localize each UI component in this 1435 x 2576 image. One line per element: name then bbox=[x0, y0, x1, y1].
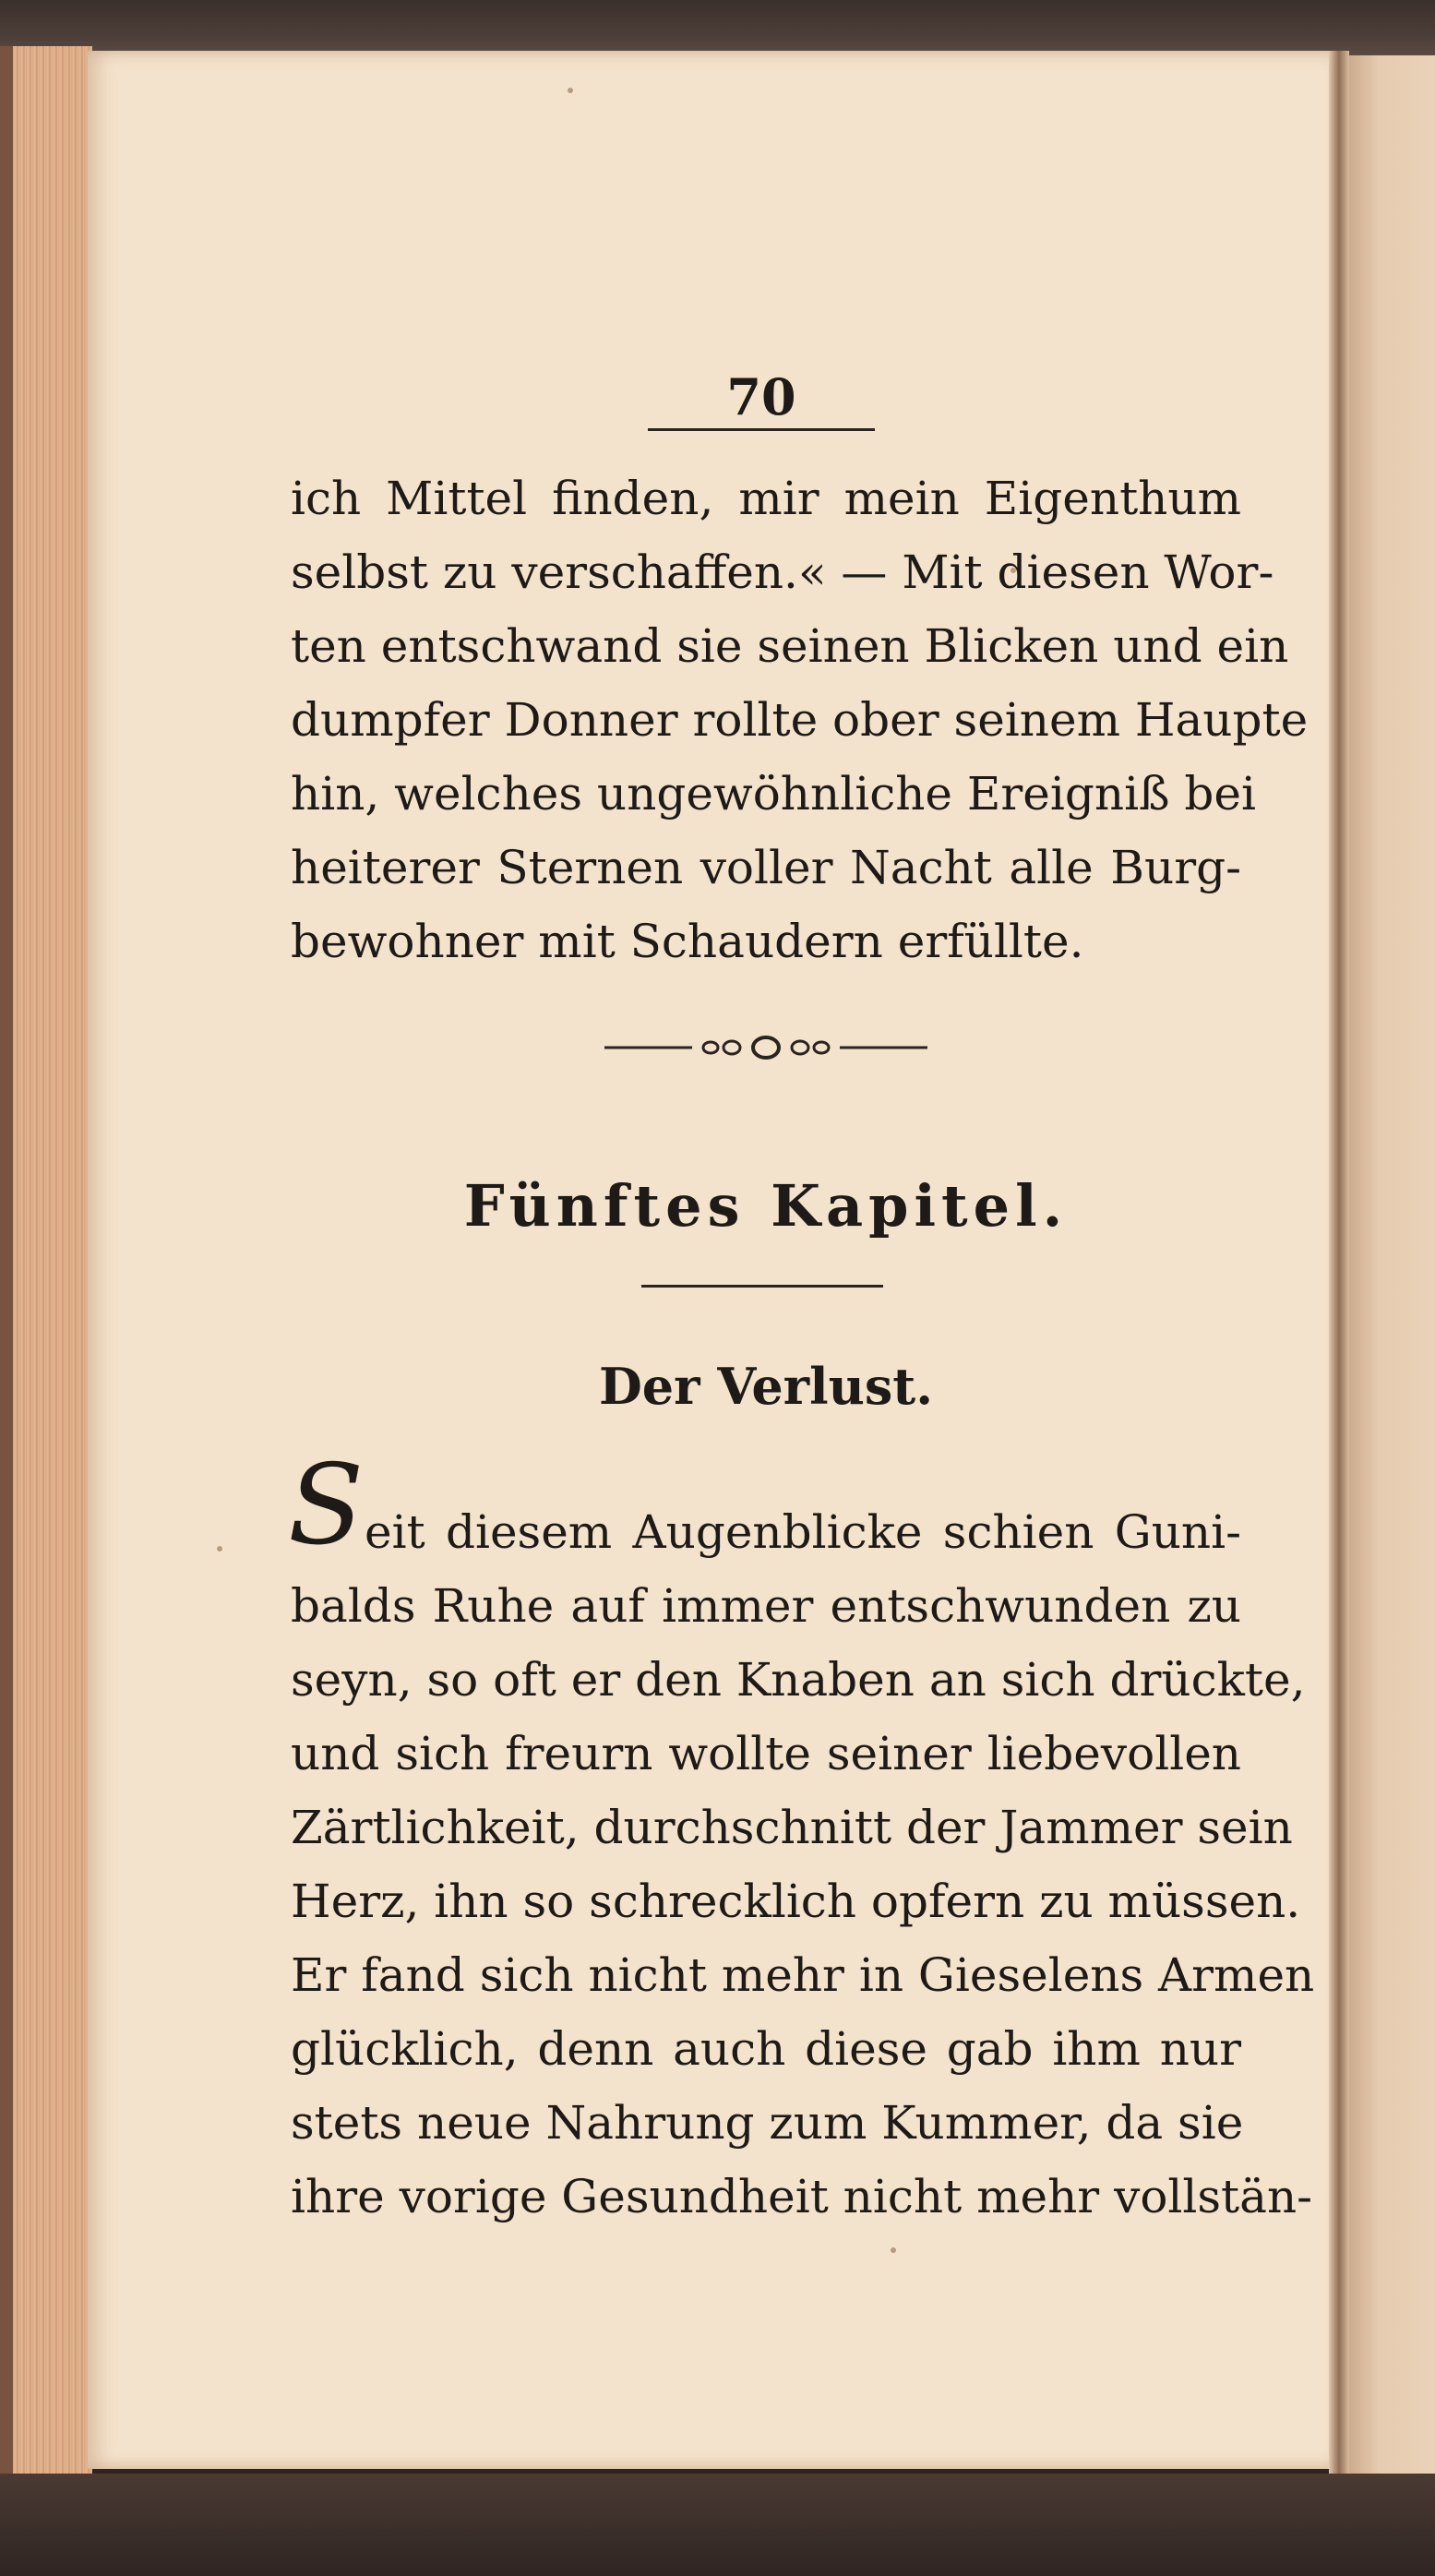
paragraph-1 bbox=[291, 461, 1309, 978]
paper-speck bbox=[891, 2247, 896, 2253]
text-line: ich Mittel finden, mir mein Eigenthum bbox=[291, 472, 1241, 525]
chapter-title: Fünftes Kapitel. bbox=[463, 1172, 1069, 1240]
text-line: Er fand sich nicht mehr in Gieselens Armen bbox=[291, 1948, 1315, 2002]
section-ornament bbox=[604, 1034, 927, 1061]
text-line: Zärtlichkeit, durchschnitt der Jammer sein bbox=[291, 1801, 1293, 1854]
text-line: stets neue Nahrung zum Kummer, da sie bbox=[291, 2096, 1244, 2150]
drop-initial: S bbox=[288, 1442, 365, 1570]
paragraph-2 bbox=[291, 1569, 1315, 2234]
text-line: hin, welches ungewöhnliche Ereigniß bei bbox=[291, 767, 1256, 821]
text-line: seyn, so oft er den Knaben an sich drückte, bbox=[291, 1653, 1306, 1707]
text-line: ten entschwand sie seinen Blicken und ein bbox=[291, 619, 1289, 673]
header-rule bbox=[648, 428, 875, 431]
text-line: und sich freurn wollte seiner liebevollen bbox=[291, 1727, 1241, 1780]
text-line: balds Ruhe auf immer entschwunden zu bbox=[291, 1579, 1241, 1633]
chapter-rule bbox=[641, 1285, 883, 1288]
gutter-shadow bbox=[1329, 51, 1349, 2474]
text-line: dumpfer Donner rollte ober seinem Haupte bbox=[291, 693, 1309, 747]
text-line: ihre vorige Gesundheit nicht mehr vollstän- bbox=[291, 2170, 1313, 2223]
top-binding-shadow bbox=[0, 0, 1435, 55]
text-line: selbst zu verschaffen.« — Mit diesen Wor- bbox=[291, 545, 1274, 599]
text-line: glücklich, denn auch diese gab ihm nur bbox=[291, 2022, 1241, 2076]
text-line: bewohner mit Schaudern erfüllte. bbox=[291, 915, 1084, 968]
facing-page-edge bbox=[1343, 55, 1435, 2474]
text-line: heiterer Sternen voller Nacht alle Burg- bbox=[291, 841, 1241, 894]
page-number: 70 bbox=[726, 367, 796, 426]
paragraph-2-first-line bbox=[365, 1495, 1241, 1569]
paper-speck bbox=[217, 1546, 222, 1552]
page-edges bbox=[0, 46, 92, 2483]
bottom-binding-shadow bbox=[0, 2474, 1435, 2576]
text-line: eit diesem Augenblicke schien Guni- bbox=[365, 1505, 1241, 1559]
chapter-subtitle: Der Verlust. bbox=[598, 1357, 934, 1416]
paper-speck bbox=[568, 88, 573, 93]
cover-edge bbox=[0, 46, 13, 2483]
text-line: Herz, ihn so schrecklich opfern zu müssen. bbox=[291, 1875, 1301, 1928]
